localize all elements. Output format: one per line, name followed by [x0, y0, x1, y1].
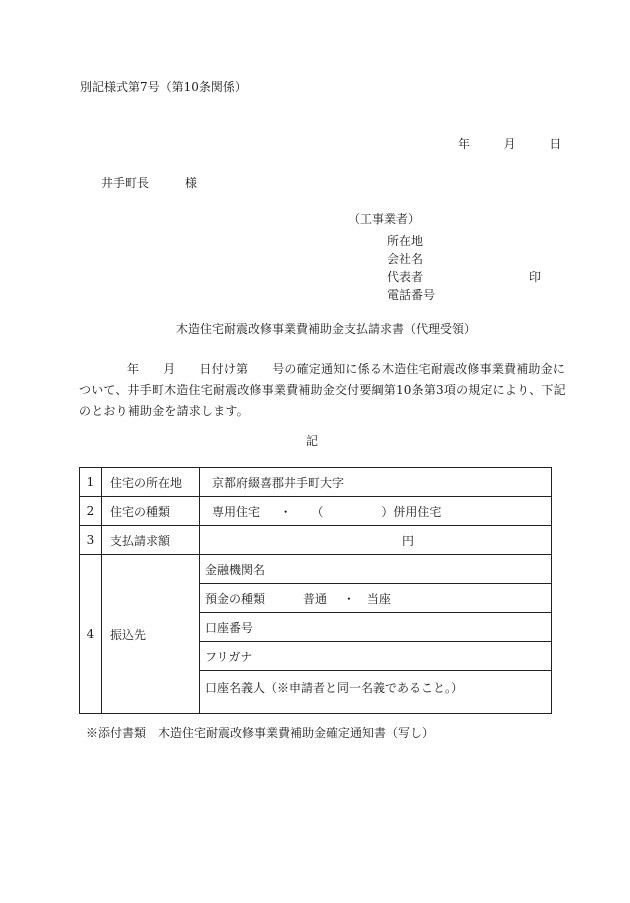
- table-row: [80, 497, 552, 526]
- housing-type-value: [200, 497, 552, 526]
- date-line: [458, 138, 561, 150]
- account-holder-field: 口座名義人（※申請者と同一名義であること。）: [200, 671, 552, 714]
- yen-unit: 円: [402, 533, 415, 548]
- representative-row: [387, 268, 542, 286]
- body-day-no: 日付け第: [199, 362, 249, 376]
- row-number: 3: [80, 526, 102, 555]
- location-value: 京都府綴喜郡井手町大字: [200, 468, 552, 497]
- body-paragraph: [79, 359, 566, 422]
- date-month: 月: [503, 137, 516, 151]
- account-number-field: 口座番号: [200, 613, 552, 642]
- furigana-field: フリガナ: [200, 642, 552, 671]
- deposit-option-ordinary: 普通: [303, 591, 328, 606]
- date-day: 日: [549, 137, 562, 151]
- representative-label: 代表者: [387, 270, 424, 284]
- request-table: [79, 467, 552, 714]
- phone-label: 電話番号: [387, 288, 436, 302]
- row-label: 振込先: [102, 555, 200, 714]
- row-number: 4: [80, 555, 102, 714]
- housing-option-dedicated: 専用住宅: [212, 504, 261, 519]
- attachment-note: ※添付書類 木造住宅耐震改修事業費補助金確定通知書（写し）: [86, 726, 435, 740]
- table-row: [80, 526, 552, 555]
- body-line-3: のとおり補助金を請求します。: [79, 404, 249, 418]
- paren-open: （: [311, 504, 324, 519]
- separator-dot: ・: [342, 591, 355, 606]
- body-line-1: [79, 359, 566, 380]
- address-label: 所在地: [387, 234, 424, 248]
- ki-heading: 記: [306, 434, 319, 448]
- housing-option-combined: ）併用住宅: [381, 504, 442, 519]
- row-number: 1: [80, 468, 102, 497]
- row-number: 2: [80, 497, 102, 526]
- table-row: [80, 468, 552, 497]
- company-label: 会社名: [387, 252, 424, 266]
- addressee-honorific: 様: [185, 176, 198, 190]
- bank-name-field: 金融機関名: [200, 555, 552, 584]
- deposit-option-checking: 当座: [366, 591, 391, 606]
- body-rest: 号の確定通知に係る木造住宅耐震改修事業費補助金に: [272, 362, 566, 376]
- addressee: [101, 177, 197, 189]
- document-title: 木造住宅耐震改修事業費補助金支払請求書（代理受領）: [176, 322, 477, 336]
- row-label: 住宅の所在地: [102, 468, 200, 497]
- body-year: 年: [127, 362, 140, 376]
- addressee-name: 井手町長: [101, 176, 150, 190]
- separator-dot: ・: [279, 504, 292, 519]
- seal-mark: 印: [529, 270, 542, 284]
- form-number: 別記様式第7号（第10条関係）: [80, 80, 247, 94]
- body-month: 月: [163, 362, 176, 376]
- contractor-heading: （工事業者）: [348, 212, 421, 226]
- deposit-type-field: [200, 584, 552, 613]
- row-label: 住宅の種類: [102, 497, 200, 526]
- amount-value: [200, 526, 552, 555]
- body-line-2: ついて、井手町木造住宅耐震改修事業費補助金交付要綱第10条第3項の規定により、下記: [79, 383, 566, 397]
- table-row: [80, 555, 552, 584]
- deposit-type-label: 預金の種類: [205, 591, 266, 606]
- date-year: 年: [458, 137, 471, 151]
- contractor-fields: [387, 232, 542, 304]
- row-label: 支払請求額: [102, 526, 200, 555]
